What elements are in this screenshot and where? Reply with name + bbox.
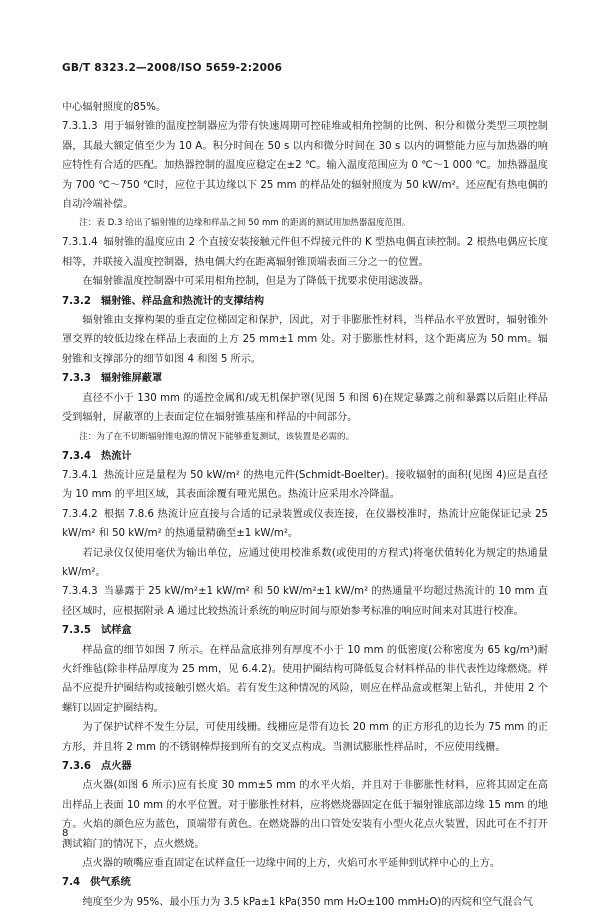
clause-text: 用于辐射锥的温度控制器应为带有快速周期可控硅堆或相角控制的比例、积分和微分类型三项控制器，其最大额定值至少为 10 A。积分时间在 50 s 以内和微分时间在 30 s 以内的调整能力应与加热器的响应特性有合适的匹配。加热器控制的温度应稳定在±2 ℃。输入温度范围应为 0 ℃～1 000 ℃。加热器温度为 700 ℃～750 ℃时，应位于其边缘以下 25 mm 的样品处的辐射照度为 50 kW/m²。还应配有热电偶的自动冷端补偿。: [62, 121, 548, 211]
clause-number: 7.3.4.1: [62, 469, 98, 481]
paragraph: 纯度至少为 95%、最小压力为 3.5 kPa±1 kPa(350 mm H₂O±100 mmH₂O)的丙烷和空气混合气: [82, 896, 533, 908]
paragraph: 点火器(如图 6 所示)应有长度 30 mm±5 mm 的水平火焰，并且对于非膨胀性材料，应将其固定在高出样品上表面 10 mm 的水平位置。对于膨胀性材料，应将燃烧器固定在低于辐射锥底部边缘 15 mm 的地方。火焰的颜色应为蓝色，顶端带有黄色。在燃烧器的出口管处安装有小型火花点火装置，因此可在不打开测试箱门的情况下，点火燃烧。: [62, 780, 548, 850]
clause-text: 辐射锥的温度应由 2 个直接安装接触元件但不焊接元件的 K 型热电偶直读控制。2 根热电偶应长度相等，并联接入温度控制器，热电偶大约在距离辐射锥顶端表面三分之一的位置。: [62, 237, 548, 268]
clause-number: 7.3.4.2: [62, 508, 98, 520]
paragraph: 样品盒的细节如图 7 所示。在样品盒底排列有厚度不小于 10 mm 的低密度(公称密度为 65 kg/m³)耐火纤维毡(除非样品厚度为 25 mm，见 6.4.2)。使用护圈结构可降低复合材料样品的非代表性边缘燃烧。样品不应提升护圈结构或接触引燃火焰。若有发生这种情况的风险，则应在样品盒或框架上钻孔，并使用 2 个螺钉以固定护圈结构。: [62, 644, 548, 714]
section-heading-7-4: [62, 873, 548, 892]
section-number: 7.3.2: [62, 295, 92, 307]
section-number: 7.4: [62, 877, 81, 889]
section-title: 试样盒: [101, 625, 132, 637]
clause-number: 7.3.4.3: [62, 586, 98, 598]
note: 注：为了在不切断辐射锥电源的情况下能够重复测试，该装置是必需的。: [79, 431, 355, 442]
section-heading-7-3-5: [62, 621, 548, 640]
section-number: 7.3.5: [62, 625, 92, 637]
clause-7-3-1-3: [62, 117, 548, 214]
clause-7-3-1-4: [62, 233, 548, 272]
section-heading-7-3-4: [62, 447, 548, 466]
section-number: 7.3.6: [62, 761, 92, 772]
paragraph: 为了保护试样不发生分层，可使用线栅。线栅应是带有边长 20 mm 的正方形孔的边长为 75 mm 的正方形，并且将 2 mm 的不锈钢棒焊接到所有的交叉点构成。当测试膨胀性样品时，不应使用线栅。: [62, 722, 548, 753]
section-title: 热流计: [101, 450, 132, 462]
document-body: [62, 98, 548, 912]
clause-number: 7.3.1.4: [62, 237, 98, 249]
section-title: 供气系统: [90, 877, 131, 889]
clause-text: 当暴露于 25 kW/m²±1 kW/m² 和 50 kW/m²±1 kW/m² 的热通量平均超过热流计的 10 mm 直径区域时，应根据附录 A 通过比较热流计系统的响应时间与原始参考标准的响应时间来对其进行校准。: [62, 586, 548, 617]
clause-number: 7.3.1.3: [62, 121, 98, 133]
paragraph: 辐射锥由支撑构架的垂直定位梯固定和保护，因此，对于非膨胀性材料，当样品水平放置时，辐射锥外罩交界的较低边缘在样品上表面的上方 25 mm±1 mm 处。对于膨胀性材料，这个距离应为 50 mm。辐射锥和支撑部分的细节如图 4 和图 5 所示。: [62, 315, 548, 365]
paragraph: 在辐射锥温度控制器中可采用相角控制，但是为了降低干扰要求使用滤波器。: [82, 276, 429, 288]
section-title: 辐射锥、样品盒和热流计的支撑结构: [101, 295, 265, 307]
paragraph: 直径不小于 130 mm 的遥控金属和/或无机保护罩(见图 5 和图 6)在规定暴露之前和暴露以后阻止样品受到辐射，屏蔽罩的上表面定位在辐射锥基座和样品的中间部分。: [62, 392, 548, 424]
standard-header: GB/T 8323.2—2008/ISO 5659-2:2006: [62, 62, 283, 74]
section-heading-7-3-2: [62, 292, 548, 311]
clause-7-3-4-1: [62, 466, 548, 505]
note: 注：表 D.3 给出了辐射锥的边缘和样品之间 50 mm 的距离的测试用加热器温度范围。: [79, 218, 411, 229]
section-number: 7.3.4: [62, 450, 92, 462]
section-heading-7-3-6: [62, 757, 548, 776]
paragraph: 点火器的喷嘴应垂直固定在试样盒任一边缘中间的上方，火焰可水平延伸到试样中心的上方。: [82, 858, 501, 870]
page-number: 8: [62, 828, 69, 839]
section-number: 7.3.3: [62, 373, 92, 385]
paragraph: 若记录仪仅使用毫伏为输出单位，应通过使用校准系数(或使用的方程式)将毫伏值转化为规定的热通量 kW/m²。: [62, 547, 548, 578]
clause-7-3-4-2: [62, 505, 548, 544]
clause-text: 根据 7.8.6 热流计应直接与合适的记录装置或仪表连接，在仪器校准时，热流计应能保证记录 25 kW/m² 和 50 kW/m² 的热通量精确至±1 kW/m²。: [62, 508, 548, 540]
paragraph: 中心辐射照度的85%。: [62, 102, 167, 113]
clause-text: 热流计应是量程为 50 kW/m² 的热电元件(Schmidt-Boelter)。接收辐射的面积(见图 4)应是直径为 10 mm 的平坦区域，其表面涂覆有哑光黑色。热流计应采用水冷降温。: [62, 469, 548, 501]
section-title: 点火器: [101, 761, 132, 772]
section-heading-7-3-3: [62, 369, 548, 388]
clause-7-3-4-3: [62, 582, 548, 621]
section-title: 辐射锥屏蔽罩: [101, 373, 163, 385]
